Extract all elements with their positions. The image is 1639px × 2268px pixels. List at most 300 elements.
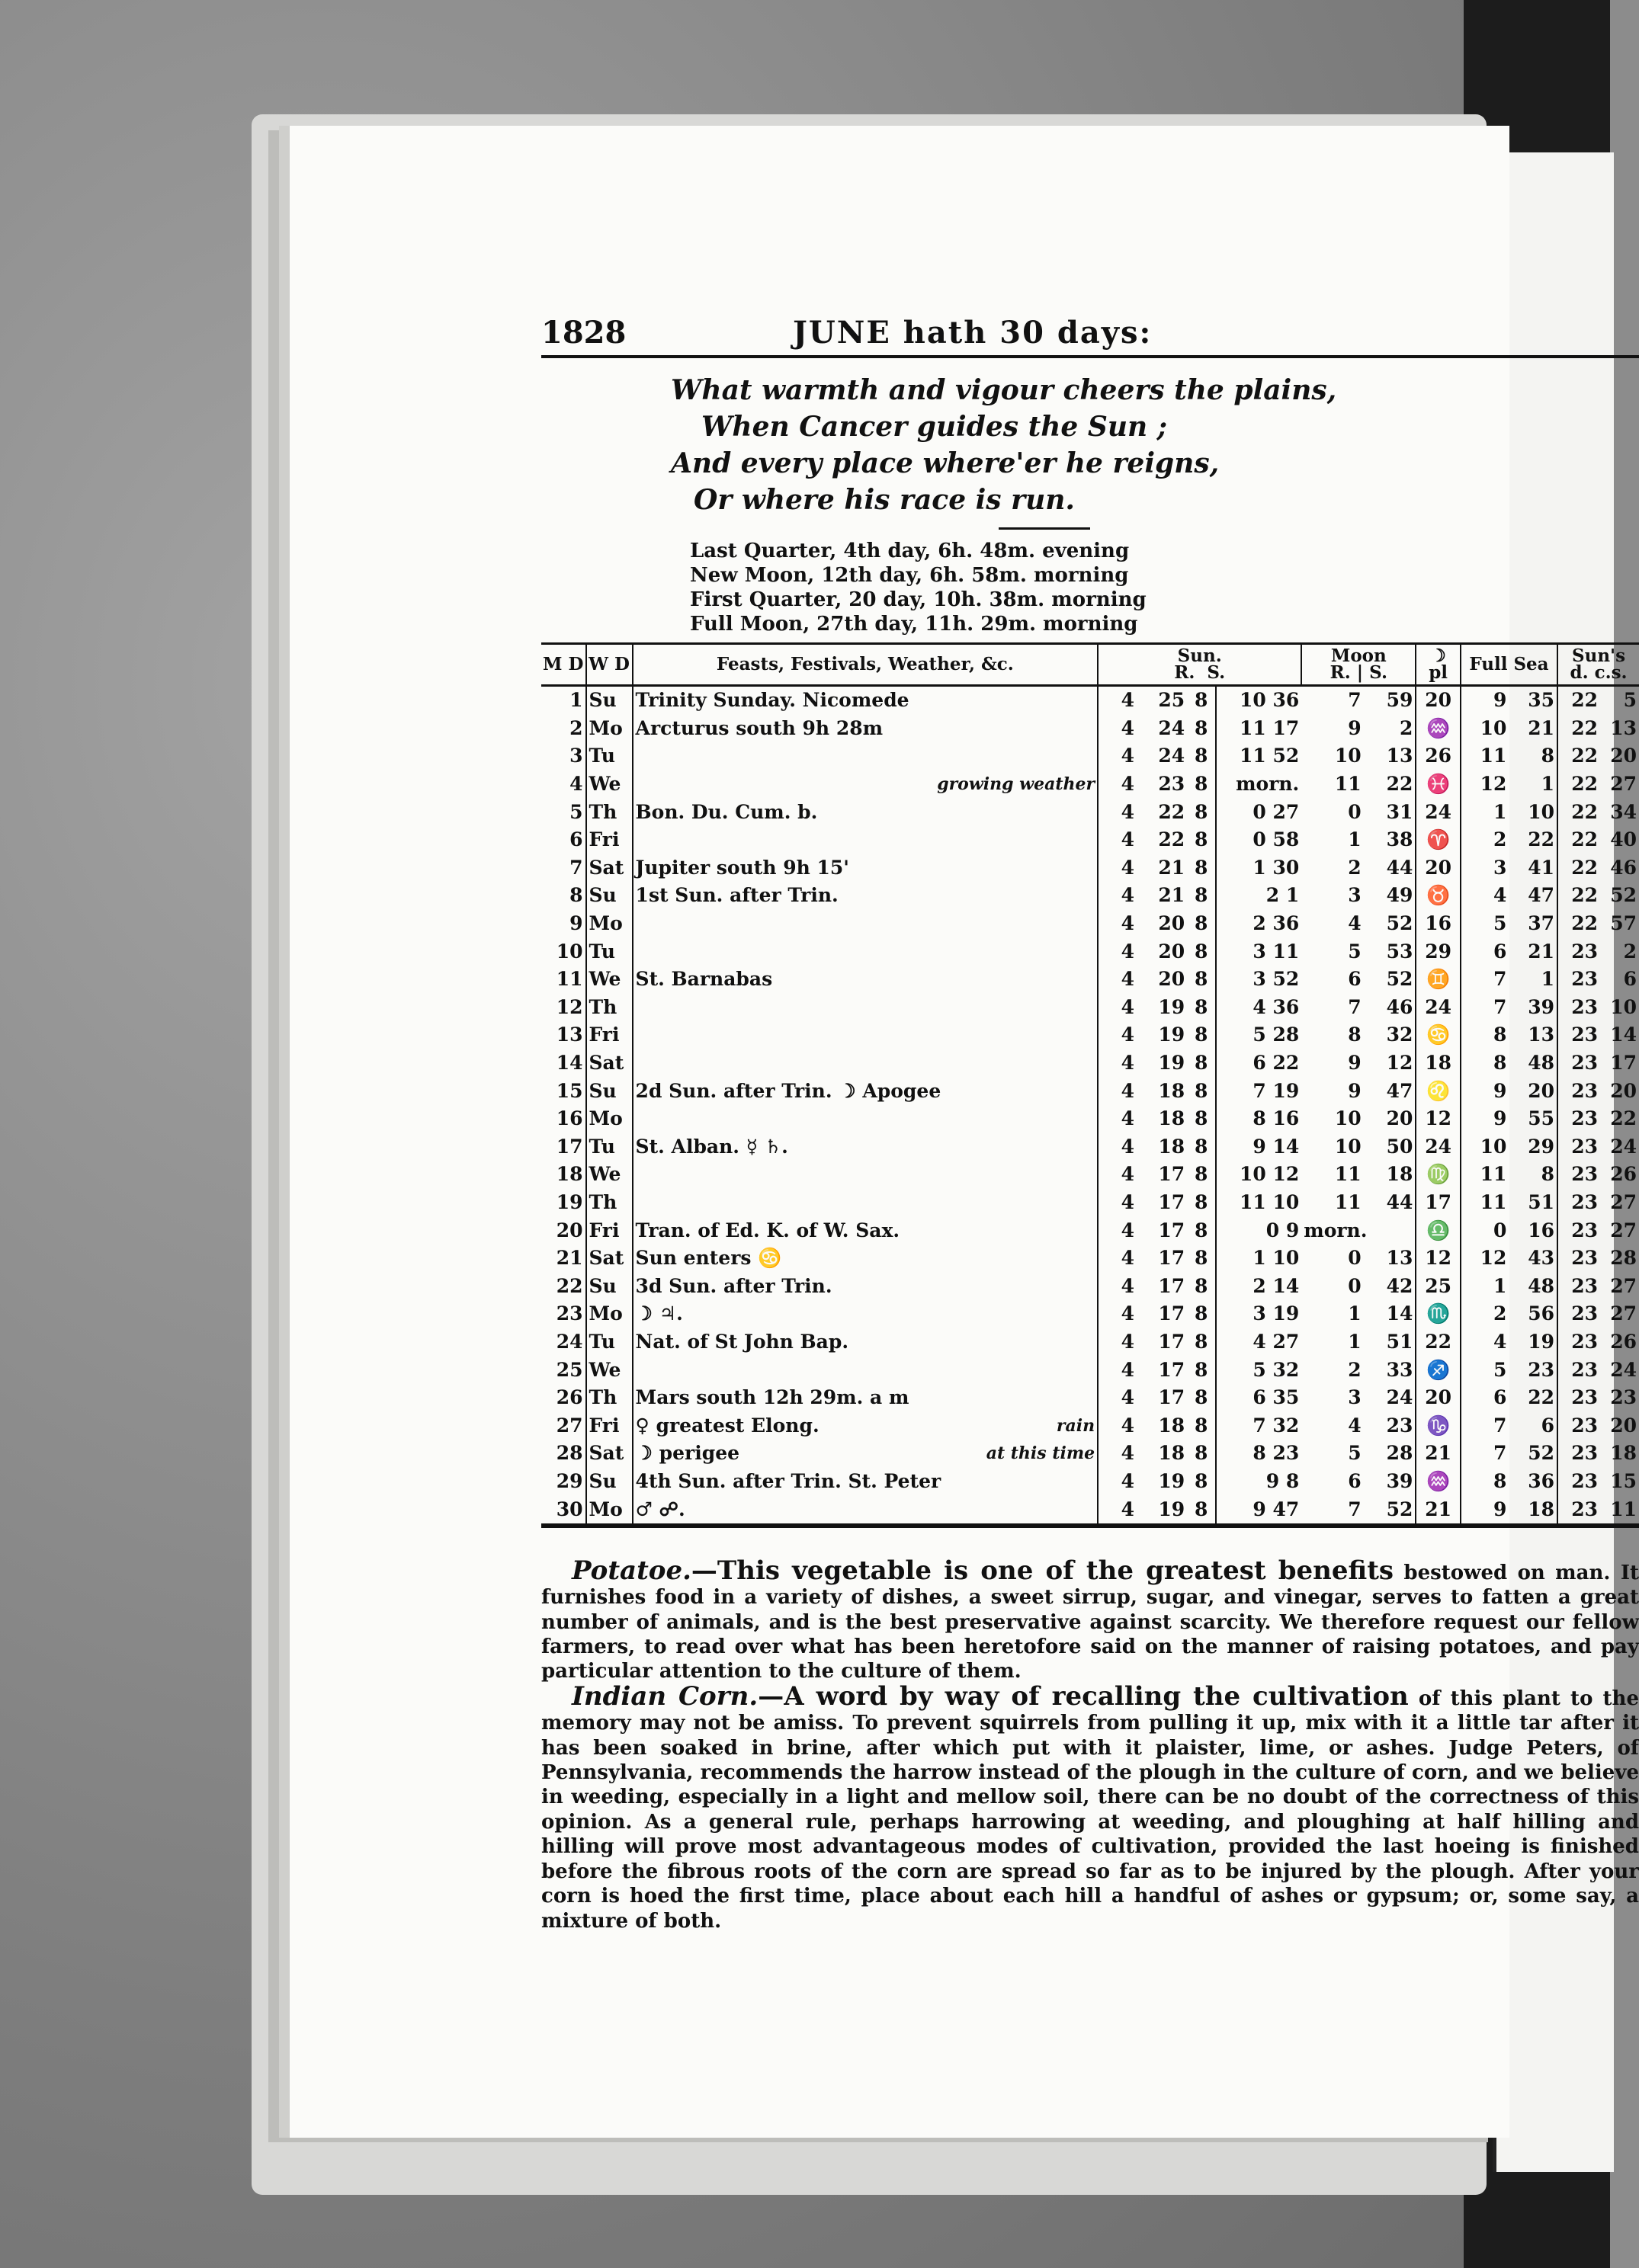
moon-set-hour: 1 xyxy=(1348,828,1362,851)
table-row xyxy=(541,742,1639,770)
feast-label: St. Alban. ☿ ♄. xyxy=(635,1135,788,1158)
feast-text xyxy=(633,742,1099,770)
moon-set-minute: 31 xyxy=(1386,800,1413,823)
moon-rise: 1 30 xyxy=(1216,854,1301,883)
sunrise-minute: 17 xyxy=(1158,1274,1185,1297)
weekday: Su xyxy=(586,1272,633,1300)
day-number: 26 xyxy=(556,1386,583,1409)
feast-text xyxy=(633,1272,1099,1300)
moon-set-hour: 8 xyxy=(1348,1023,1362,1046)
moon-set-minute: 24 xyxy=(1386,1386,1413,1409)
moon-place: ♊ xyxy=(1416,966,1461,994)
sunrise-hour: 4 xyxy=(1121,1274,1134,1297)
weekday: Mo xyxy=(586,910,633,938)
sunrise-minute: 17 xyxy=(1158,1219,1185,1241)
feast-label: 1st Sun. after Trin. xyxy=(635,884,839,907)
full-sea-hour: 8 xyxy=(1461,1468,1509,1496)
sunset-hour: 8 xyxy=(1195,773,1208,796)
table-row xyxy=(541,770,1639,799)
sunrise-minute: 22 xyxy=(1158,800,1185,823)
sun-dec-degree: 22 xyxy=(1557,882,1600,910)
feast-label: Trinity Sunday. Nicomede xyxy=(635,689,909,712)
feast-label: 3d Sun. after Trin. xyxy=(635,1274,832,1297)
sunrise-minute: 24 xyxy=(1158,716,1185,739)
sunrise-minute: 19 xyxy=(1158,1052,1185,1075)
sunrise-hour: 4 xyxy=(1121,1330,1134,1353)
moon-rise: 3 19 xyxy=(1216,1300,1301,1328)
moon-rise: 11 52 xyxy=(1216,742,1301,770)
full-sea-hour: 0 xyxy=(1461,1216,1509,1245)
feast-label: Bon. Du. Cum. b. xyxy=(635,800,818,823)
moon-set-hour: 7 xyxy=(1348,995,1362,1018)
sunrise-minute: 20 xyxy=(1158,968,1185,991)
sunset-hour: 8 xyxy=(1195,1469,1208,1492)
moon-set-minute: 12 xyxy=(1386,1052,1413,1075)
feast-text xyxy=(633,882,1099,910)
sunrise-hour: 4 xyxy=(1121,940,1134,963)
article-lead-rest: —This vegetable is one of the greatest benefits xyxy=(691,1555,1394,1586)
weekday: Tu xyxy=(586,1328,633,1357)
feast-label: ☽ perigee xyxy=(635,1442,740,1465)
calendar-table xyxy=(541,642,1639,1528)
full-sea-minute: 21 xyxy=(1528,940,1555,963)
moon-rise: 8 16 xyxy=(1216,1105,1301,1133)
sun-dec-degree: 23 xyxy=(1557,994,1600,1022)
feast-label: ♂ ☍. xyxy=(635,1498,685,1520)
sunset-hour: 8 xyxy=(1195,1414,1208,1437)
full-sea-hour: 9 xyxy=(1461,1077,1509,1105)
moon-set-hour: 5 xyxy=(1348,1442,1362,1465)
moon-place: 21 xyxy=(1416,1440,1461,1468)
moon-set-hour: 7 xyxy=(1348,689,1362,712)
weekday: Sat xyxy=(586,1440,633,1468)
weekday: We xyxy=(586,966,633,994)
moon-phases xyxy=(541,539,1639,636)
full-sea-hour: 1 xyxy=(1461,1272,1509,1300)
sunset-hour: 8 xyxy=(1195,1247,1208,1270)
moon-rise: 2 14 xyxy=(1216,1272,1301,1300)
phase-line: New Moon, 12th day, 6h. 58m. morning xyxy=(690,564,1129,587)
sunrise-hour: 4 xyxy=(1121,1163,1134,1186)
feast-label: Tran. of Ed. K. of W. Sax. xyxy=(635,1219,900,1241)
day-number: 10 xyxy=(556,940,583,963)
sun-dec-minute: 24 xyxy=(1610,1135,1637,1158)
moon-set-minute: 53 xyxy=(1386,940,1413,963)
sunset-hour: 8 xyxy=(1195,884,1208,907)
moon-set-hour: 10 xyxy=(1334,1135,1362,1158)
sunrise-minute: 17 xyxy=(1158,1163,1185,1186)
table-row xyxy=(541,1300,1639,1328)
sunrise-minute: 19 xyxy=(1158,995,1185,1018)
full-sea-minute: 1 xyxy=(1541,773,1555,796)
moon-place: ♐ xyxy=(1416,1356,1461,1384)
sunrise-hour: 4 xyxy=(1121,1107,1134,1130)
sun-dec-degree: 23 xyxy=(1557,1021,1600,1049)
full-sea-minute: 29 xyxy=(1528,1135,1555,1158)
moon-set-minute: 47 xyxy=(1386,1079,1413,1102)
day-number: 15 xyxy=(556,1079,583,1102)
sunrise-minute: 17 xyxy=(1158,1190,1185,1213)
full-sea-minute: 51 xyxy=(1528,1190,1555,1213)
calendar-body xyxy=(541,686,1639,1526)
sunset-hour: 8 xyxy=(1195,1442,1208,1465)
full-sea-minute: 1 xyxy=(1541,968,1555,991)
col-full-sea: Full Sea xyxy=(1461,644,1557,686)
table-row xyxy=(541,1216,1639,1245)
sun-dec-degree: 23 xyxy=(1557,1077,1600,1105)
full-sea-minute: 37 xyxy=(1528,912,1555,935)
sunset-hour: 8 xyxy=(1195,1302,1208,1325)
sunrise-minute: 17 xyxy=(1158,1386,1185,1409)
full-sea-hour: 2 xyxy=(1461,826,1509,854)
col-month-day: M D xyxy=(541,644,586,686)
weekday: Mo xyxy=(586,1300,633,1328)
moon-place: ♋ xyxy=(1416,1021,1461,1049)
table-row xyxy=(541,994,1639,1022)
day-number: 16 xyxy=(556,1107,583,1130)
full-sea-minute: 20 xyxy=(1528,1079,1555,1102)
full-sea-minute: 6 xyxy=(1541,1414,1555,1437)
sun-dec-minute: 34 xyxy=(1610,800,1637,823)
table-row xyxy=(541,1495,1639,1526)
full-sea-hour: 7 xyxy=(1461,1440,1509,1468)
full-sea-hour: 10 xyxy=(1461,715,1509,743)
sun-dec-minute: 10 xyxy=(1610,995,1637,1018)
feast-text xyxy=(633,937,1099,966)
weather-note: at this time xyxy=(986,1443,1095,1464)
moon-set-minute: 52 xyxy=(1386,912,1413,935)
sun-dec-minute: 11 xyxy=(1600,1495,1639,1526)
full-sea-hour: 6 xyxy=(1461,1384,1509,1412)
moon-rise: 5 32 xyxy=(1216,1356,1301,1384)
sunset-hour: 8 xyxy=(1195,716,1208,739)
sunrise-minute: 24 xyxy=(1158,745,1185,767)
sun-dec-degree: 23 xyxy=(1557,1189,1600,1217)
feast-text xyxy=(633,1245,1099,1273)
sun-dec-minute: 46 xyxy=(1610,856,1637,879)
sunset-hour: 8 xyxy=(1195,1023,1208,1046)
sun-dec-minute: 22 xyxy=(1610,1107,1637,1130)
sunrise-minute: 18 xyxy=(1158,1135,1185,1158)
verse xyxy=(541,372,1639,518)
moon-rise: 6 22 xyxy=(1216,1049,1301,1078)
moon-set-hour: 3 xyxy=(1348,1386,1362,1409)
sun-dec-minute: 17 xyxy=(1610,1052,1637,1075)
full-sea-minute: 36 xyxy=(1528,1469,1555,1492)
sunrise-minute: 18 xyxy=(1158,1442,1185,1465)
sunset-hour: 8 xyxy=(1195,1219,1208,1241)
page-content xyxy=(541,297,1639,1933)
sunrise-minute: 23 xyxy=(1158,773,1185,796)
full-sea-hour: 10 xyxy=(1461,1133,1509,1161)
full-sea-hour: 9 xyxy=(1461,1105,1509,1133)
day-number: 3 xyxy=(569,745,583,767)
moon-set-hour: 2 xyxy=(1348,856,1362,879)
table-row xyxy=(541,1328,1639,1357)
sunrise-hour: 4 xyxy=(1098,1495,1137,1526)
sunset-hour: 8 xyxy=(1195,689,1208,712)
full-sea-minute: 22 xyxy=(1528,828,1555,851)
moon-place: 25 xyxy=(1416,1272,1461,1300)
sun-dec-minute: 24 xyxy=(1610,1358,1637,1381)
moon-set-hour: 4 xyxy=(1348,1414,1362,1437)
moon-set-hour: 0 xyxy=(1348,800,1362,823)
moon-set-minute: 50 xyxy=(1386,1135,1413,1158)
full-sea-hour: 11 xyxy=(1461,1161,1509,1189)
sunrise-minute: 22 xyxy=(1158,828,1185,851)
moon-place: 29 xyxy=(1416,937,1461,966)
sun-dec-minute: 20 xyxy=(1610,1414,1637,1437)
verse-line: And every place where'er he reigns, xyxy=(671,447,1220,479)
feast-text xyxy=(633,1216,1099,1245)
table-row xyxy=(541,1077,1639,1105)
sunrise-hour: 4 xyxy=(1121,1190,1134,1213)
article-lead: Indian Corn. xyxy=(572,1680,759,1712)
full-sea-hour: 7 xyxy=(1461,1411,1509,1440)
moon-rise: 2 36 xyxy=(1216,910,1301,938)
sun-dec-degree: 22 xyxy=(1557,715,1600,743)
feast-label: St. Barnabas xyxy=(635,968,773,991)
sun-dec-degree: 23 xyxy=(1557,966,1600,994)
sun-dec-degree: 22 xyxy=(1557,910,1600,938)
sunrise-minute: 19 xyxy=(1137,1495,1187,1526)
moon-set-hour: 5 xyxy=(1348,940,1362,963)
full-sea-hour: 4 xyxy=(1461,882,1509,910)
full-sea-minute: 47 xyxy=(1528,884,1555,907)
moon-set-minute: 23 xyxy=(1386,1414,1413,1437)
feast-text xyxy=(633,686,1099,715)
sun-dec-minute: 57 xyxy=(1610,912,1637,935)
table-row xyxy=(541,826,1639,854)
weekday: Fri xyxy=(586,826,633,854)
sunrise-hour: 4 xyxy=(1121,1219,1134,1241)
sun-dec-minute: 27 xyxy=(1610,1219,1637,1241)
moon-set-minute: 38 xyxy=(1386,828,1413,851)
sunset-hour: 8 xyxy=(1195,968,1208,991)
table-row xyxy=(541,966,1639,994)
sunrise-hour: 4 xyxy=(1121,1442,1134,1465)
table-row xyxy=(541,1384,1639,1412)
sun-dec-minute: 2 xyxy=(1623,940,1637,963)
sun-dec-minute: 20 xyxy=(1610,1079,1637,1102)
sunrise-hour: 4 xyxy=(1121,912,1134,935)
day-number: 28 xyxy=(556,1442,583,1465)
moon-place: 20 xyxy=(1416,686,1461,715)
table-row xyxy=(541,1133,1639,1161)
sunset-hour: 8 xyxy=(1195,1163,1208,1186)
day-number: 6 xyxy=(569,828,583,851)
moon-place: ♈ xyxy=(1416,826,1461,854)
full-sea-minute: 8 xyxy=(1541,745,1555,767)
moon-place: ♌ xyxy=(1416,1077,1461,1105)
sunrise-minute: 21 xyxy=(1158,856,1185,879)
day-number: 21 xyxy=(556,1247,583,1270)
sunrise-minute: 21 xyxy=(1158,884,1185,907)
feast-text xyxy=(633,1384,1099,1412)
moon-place: 17 xyxy=(1416,1189,1461,1217)
col-week-day: W D xyxy=(586,644,633,686)
moon-rise: 3 11 xyxy=(1216,937,1301,966)
feast-text xyxy=(633,1049,1099,1078)
sun-dec-minute: 40 xyxy=(1610,828,1637,851)
moon-rise: 2 1 xyxy=(1216,882,1301,910)
moon-rise: 5 28 xyxy=(1216,1021,1301,1049)
sun-dec-degree: 22 xyxy=(1557,826,1600,854)
moon-set-hour: 1 xyxy=(1348,1302,1362,1325)
moon-set-hour: 1 xyxy=(1348,1330,1362,1353)
sunrise-minute: 17 xyxy=(1158,1358,1185,1381)
sun-dec-minute: 6 xyxy=(1623,968,1637,991)
feast-text xyxy=(633,1105,1099,1133)
moon-place: ♒ xyxy=(1416,1468,1461,1496)
weekday: Th xyxy=(586,798,633,826)
divider xyxy=(999,527,1090,530)
moon-set-hour: 4 xyxy=(1348,912,1362,935)
sunset-hour: 8 xyxy=(1195,1190,1208,1213)
weekday: Th xyxy=(586,1384,633,1412)
sunrise-minute: 18 xyxy=(1158,1414,1185,1437)
feast-label: Sun enters ♋ xyxy=(635,1247,782,1270)
feast-label: 2d Sun. after Trin. ☽ Apogee xyxy=(635,1079,941,1102)
moon-set-hour: 11 xyxy=(1334,1163,1362,1186)
feast-label: Arcturus south 9h 28m xyxy=(635,716,884,739)
day-number: 17 xyxy=(556,1135,583,1158)
moon-place: ♎ xyxy=(1416,1216,1461,1245)
sun-dec-minute: 27 xyxy=(1610,773,1637,796)
weekday: Su xyxy=(586,686,633,715)
sunrise-minute: 17 xyxy=(1158,1247,1185,1270)
feast-label: ☽ ♃. xyxy=(635,1302,683,1325)
full-sea-minute: 8 xyxy=(1541,1163,1555,1186)
sun-dec-degree: 23 xyxy=(1557,1133,1600,1161)
moon-rise: 9 8 xyxy=(1216,1468,1301,1496)
table-row xyxy=(541,910,1639,938)
table-row xyxy=(541,798,1639,826)
weekday: Fri xyxy=(586,1411,633,1440)
page-year: 1828 xyxy=(541,315,627,351)
table-row xyxy=(541,854,1639,883)
moon-set-minute xyxy=(1364,1216,1416,1245)
weekday: Th xyxy=(586,1189,633,1217)
full-sea-minute: 19 xyxy=(1528,1330,1555,1353)
full-sea-minute: 55 xyxy=(1528,1107,1555,1130)
full-sea-minute: 35 xyxy=(1528,689,1555,712)
sunrise-hour: 4 xyxy=(1121,1358,1134,1381)
sun-dec-minute: 27 xyxy=(1610,1302,1637,1325)
sunrise-hour: 4 xyxy=(1121,1414,1134,1437)
sunrise-hour: 4 xyxy=(1121,968,1134,991)
full-sea-hour: 5 xyxy=(1461,910,1509,938)
full-sea-minute: 18 xyxy=(1509,1495,1557,1526)
article-indian-corn xyxy=(541,1680,1639,1933)
sun-dec-degree: 23 xyxy=(1557,1161,1600,1189)
moon-rise: 4 27 xyxy=(1216,1328,1301,1357)
sunrise-minute: 18 xyxy=(1158,1079,1185,1102)
sun-dec-degree: 23 xyxy=(1557,1384,1600,1412)
day-number: 24 xyxy=(556,1330,583,1353)
day-number: 8 xyxy=(569,884,583,907)
table-row xyxy=(541,1356,1639,1384)
sun-dec-degree: 23 xyxy=(1557,1495,1600,1526)
col-feasts: Feasts, Festivals, Weather, &c. xyxy=(633,644,1099,686)
moon-set-minute: 14 xyxy=(1386,1302,1413,1325)
phase-line: Full Moon, 27th day, 11h. 29m. morning xyxy=(690,613,1138,636)
moon-set-minute: 20 xyxy=(1386,1107,1413,1130)
moon-rise: 1 10 xyxy=(1216,1245,1301,1273)
weekday: Su xyxy=(586,1468,633,1496)
table-row xyxy=(541,1411,1639,1440)
sun-dec-minute: 23 xyxy=(1610,1386,1637,1409)
sunrise-hour: 4 xyxy=(1121,856,1134,879)
sun-dec-degree: 23 xyxy=(1557,1049,1600,1078)
sun-dec-minute: 5 xyxy=(1623,689,1637,712)
feast-text xyxy=(633,715,1099,743)
table-row xyxy=(541,1161,1639,1189)
weekday: Fri xyxy=(586,1021,633,1049)
articles xyxy=(541,1555,1639,1933)
moon-place: 24 xyxy=(1416,1133,1461,1161)
sun-dec-minute: 13 xyxy=(1610,716,1637,739)
feast-text xyxy=(633,1189,1099,1217)
moon-place: 12 xyxy=(1416,1105,1461,1133)
sunrise-hour: 4 xyxy=(1121,1469,1134,1492)
sunrise-hour: 4 xyxy=(1121,1052,1134,1075)
sunset-hour: 8 xyxy=(1195,800,1208,823)
weather-note: growing weather xyxy=(937,774,1095,795)
sun-dec-degree: 22 xyxy=(1557,686,1600,715)
full-sea-minute: 41 xyxy=(1528,856,1555,879)
sun-dec-minute: 20 xyxy=(1610,745,1637,767)
moon-rise: 4 36 xyxy=(1216,994,1301,1022)
sun-dec-minute: 14 xyxy=(1610,1023,1637,1046)
day-number: 2 xyxy=(569,716,583,739)
moon-place: 24 xyxy=(1416,994,1461,1022)
moon-set-hour: 11 xyxy=(1334,773,1362,796)
weekday: We xyxy=(586,770,633,799)
phase-line: First Quarter, 20 day, 10h. 38m. morning xyxy=(690,588,1147,611)
moon-place: ♓ xyxy=(1416,770,1461,799)
full-sea-hour: 8 xyxy=(1461,1049,1509,1078)
feast-text xyxy=(633,1133,1099,1161)
day-number: 5 xyxy=(569,800,583,823)
moon-set-minute: 33 xyxy=(1386,1358,1413,1381)
moon-place: 24 xyxy=(1416,798,1461,826)
moon-place: 26 xyxy=(1416,742,1461,770)
moon-set-minute: 44 xyxy=(1386,1190,1413,1213)
sun-dec-degree: 22 xyxy=(1557,770,1600,799)
moon-set-hour: 3 xyxy=(1348,884,1362,907)
sunset-hour: 8 xyxy=(1195,1274,1208,1297)
sunrise-minute: 18 xyxy=(1158,1107,1185,1130)
verse-line: What warmth and vigour cheers the plains, xyxy=(671,374,1337,406)
weekday: Th xyxy=(586,994,633,1022)
moon-set-hour: 2 xyxy=(1348,1358,1362,1381)
moon-set-hour: 10 xyxy=(1334,1107,1362,1130)
day-number: 30 xyxy=(541,1495,586,1526)
sunset-hour: 8 xyxy=(1195,940,1208,963)
moon-rise: 8 23 xyxy=(1216,1440,1301,1468)
sunrise-minute: 17 xyxy=(1158,1330,1185,1353)
sunset-hour: 8 xyxy=(1195,828,1208,851)
full-sea-hour: 4 xyxy=(1461,1328,1509,1357)
almanac-page xyxy=(290,126,1639,2138)
full-sea-hour: 11 xyxy=(1461,742,1509,770)
article-potatoe xyxy=(541,1555,1639,1684)
full-sea-minute: 22 xyxy=(1528,1386,1555,1409)
feast-text xyxy=(633,1440,1099,1468)
moon-rise: 11 10 xyxy=(1216,1189,1301,1217)
moon-set-minute: 44 xyxy=(1386,856,1413,879)
